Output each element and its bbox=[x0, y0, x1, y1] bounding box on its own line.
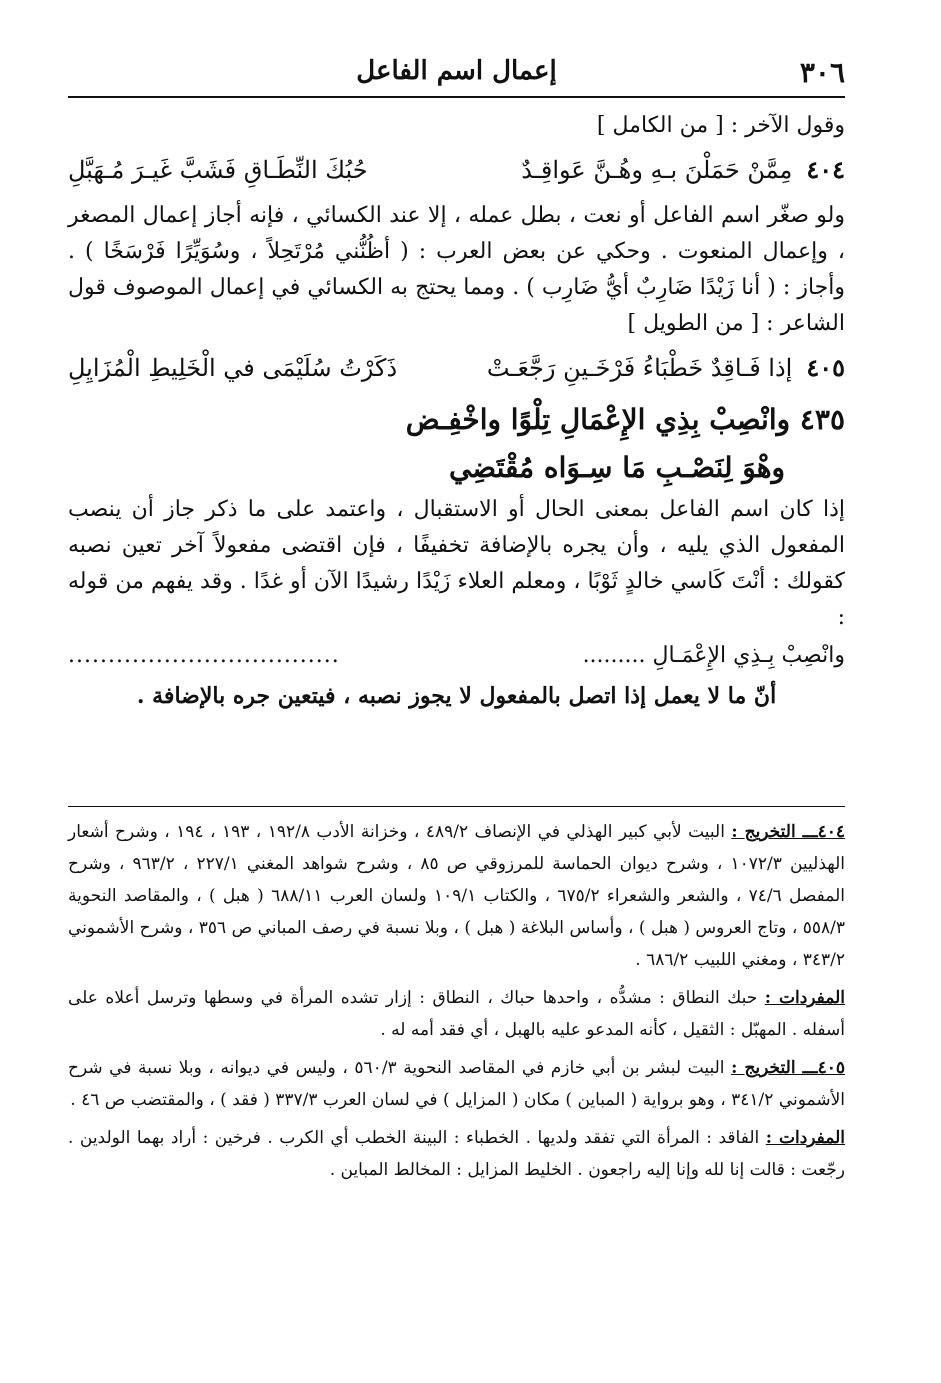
page-number: ٣٠٦ bbox=[799, 56, 845, 89]
footnote-label: ٤٠٤ـــ التخريج : bbox=[731, 822, 845, 842]
verse-405 bbox=[68, 346, 845, 390]
footnote-404-mufradat bbox=[68, 982, 845, 1046]
footnote-label: ٤٠٥ـــ التخريج : bbox=[731, 1058, 845, 1078]
footnote-text: البيت لبشر بن أبي خازم في المقاصد النحوية ٥٦٠/٣ ، وليس في ديوانه ، وبلا نسبة في شرح الأشموني ٣٤١/٢ ، وهو برواية ( المباين ) مكان ( المزايل ) في لسان العرب ٣٣٧/٣ ( فقد ) ، والمقتضب ص ٤٦ . bbox=[68, 1058, 845, 1110]
footnote-404-takhrij bbox=[68, 816, 845, 976]
page-header bbox=[68, 52, 845, 98]
footnote-label: المفردات : bbox=[764, 988, 846, 1008]
alfiya-verse-second: وهْوَ لِنَصْـبِ مَا سِـوَاه مُقْتَضِي bbox=[448, 451, 785, 484]
footnote-label: المفردات : bbox=[765, 1128, 845, 1148]
footnote-text: البيت لأبي كبير الهذلي في الإنصاف ٤٨٩/٢ ، وخزانة الأدب ١٩٢/٨ ، ١٩٣ ، ١٩٤ ، وشرح أشعار الهذليين ١٠٧٢/٣ ، وشرح ديوان الحماسة للمرزوقي ص ٨٥ ، وشرح شواهد المغني ٢٢٧/١ ، ٩٦٣/٢ ، وشرح المفصل ٧٤/٦ ، والشعر والشعراء ٦٧٥/٢ ، والكتاب ١٠٩/١ ولسان العرب ٦٨٨/١١ ( هبل ) ، والمقاصد النحوية ٥٥٨/٣ ، وتاج العروس ( هبل ) ، وأساس البلاغة ( هبل ) ، وبلا نسبة في رصف المباني ص ٣٥٦ ، وشرح الأشموني ٣٤٣/٢ ، ومغني اللبيب ٦٨٦/٢ . bbox=[68, 822, 846, 970]
alfiya-verse-first: ٤٣٥ وانْصِبْ بِذِي الإِعْمَالِ تِلْوًا واخْفِـض bbox=[405, 403, 845, 436]
quoted-text: وانْصِبْ بِـذِي الإِعْمَـالِ ......... bbox=[582, 643, 845, 668]
footnote-405-mufradat bbox=[68, 1122, 845, 1186]
footnote-divider bbox=[68, 806, 845, 807]
paragraph-2: إذا كان اسم الفاعل بمعنى الحال أو الاستقبال ، واعتمد على ما ذكر جاز أن ينصب المفعول الذي يليه ، وأن يجره بالإضافة تخفيفًا ، فإن اقتضى مفعولاً آخر تعين نصبه كقولك : أنْتَ كَاسي خالدٍ ثَوْبًا ، ومعلم العلاء زَيْدًا رشيدًا الآن أو غدًا . وقد يفهم من قوله : bbox=[68, 497, 845, 630]
verse-first-hemistich: إذا فَـاقِدٌ خَطْبَاءُ فَرْخَـينِ رَجَّعَـتْ bbox=[486, 354, 793, 382]
footnote-text: حبك النطاق : مشدُّه ، واحدها حباك ، النطاق : إزار تشده المرأة في وسطها وترسل أعلاه على أسفله . المهبّل : الثقيل ، كأنه المدعو عليه بالهبل ، أي فقد أمه له . bbox=[68, 988, 845, 1040]
verse-second-hemistich: ذَكَرْتُ سُلَيْمَى في الْخَلِيطِ الْمُزَايِلِ bbox=[67, 354, 398, 382]
verse-number: ٤٠٤ bbox=[806, 155, 845, 184]
footnote-text: الفاقد : المرأة التي تفقد ولديها . الخطباء : البينة الخطب أي الكرب . فرخين : أراد بهما الولدين . رجّعت : قالت إنا لله وإنا إليه راجعون . الخليط المزايل : المخالط المباين . bbox=[68, 1128, 845, 1180]
running-title: إعمال اسم الفاعل bbox=[356, 56, 557, 86]
verse-second-hemistich: حُبُكَ النِّطَـاقِ فَشَبَّ غَيـرَ مُـهَبَّلِ bbox=[67, 156, 368, 184]
verse-intro: وقول الآخر : [ من الكامل ] bbox=[596, 113, 845, 138]
paragraph-1: ولو صغّر اسم الفاعل أو نعت ، بطل عمله ، إلا عند الكسائي ، فإنه أجاز إعمال المصغر ، وإعمال المنعوت . وحكي عن بعض العرب : ( أظُنُّني مُرْتَحِلاً ، وسُوَيِّرًا فَرْسَخًا ) . وأجاز : ( أنا زَيْدًا ضَارِبٌ أيُّ ضَارِب ) . ومما يحتج به الكسائي في إعمال الموصوف قول الشاعر : [ من الطويل ] bbox=[68, 203, 845, 336]
paragraph-3: أنّ ما لا يعمل إذا اتصل بالمفعول لا يجوز نصبه ، فيتعين جره بالإضافة . bbox=[136, 683, 777, 709]
verse-404 bbox=[68, 148, 845, 192]
main-text bbox=[68, 108, 845, 716]
verse-first-hemistich: مِمَّنْ حَمَلْنَ بـهِ وهُـنَّ عَواقِـدٌ bbox=[521, 156, 793, 184]
quoted-verse bbox=[68, 636, 845, 676]
footnote-405-takhrij bbox=[68, 1052, 845, 1116]
quoted-dots: .................................. bbox=[68, 643, 340, 668]
footnotes bbox=[68, 816, 845, 1192]
verse-number: ٤٠٥ bbox=[806, 353, 845, 382]
